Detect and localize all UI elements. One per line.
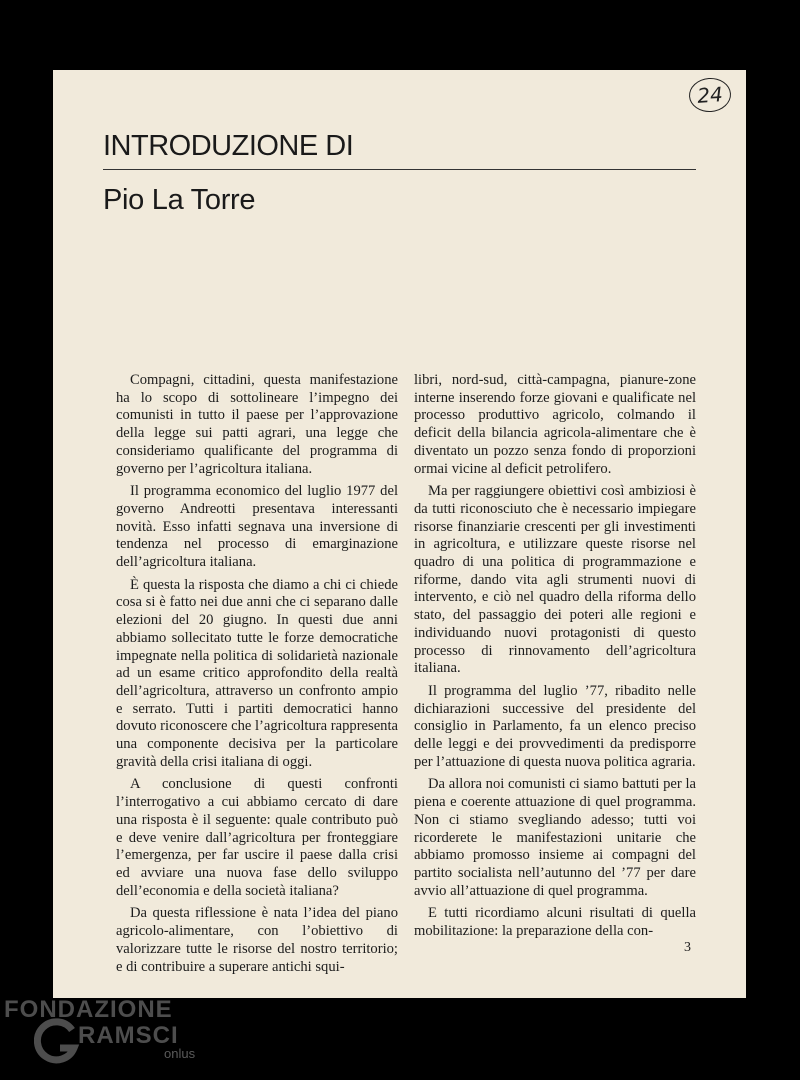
title-divider	[103, 169, 696, 170]
left-column	[116, 372, 398, 981]
watermark-line-2: RAMSCI	[78, 1022, 179, 1049]
author-name: Pio La Torre	[103, 184, 256, 216]
right-column	[414, 372, 696, 946]
page-title: INTRODUZIONE DI	[103, 130, 354, 162]
watermark-line-3: onlus	[164, 1046, 196, 1061]
page-number: 3	[684, 940, 691, 955]
paragraph: Da allora noi comunisti ci siamo battuti per la piena e coerente attuazione di quel programma. Non ci stiamo svegliando adesso; tutti voi ricorderete le manifestazioni unitarie che abbiamo promosso insieme ai compagni del partito socialista nell’autunno del ’77 per dare avvio all’attuazione di quel programma.	[414, 776, 696, 899]
watermark-logo	[4, 996, 204, 1076]
watermark-line-1: FONDAZIONE	[4, 996, 173, 1023]
paragraph: Il programma economico del luglio 1977 del governo Andreotti presentava interessanti novità. Esso infatti segnava una inversione di tendenza nel processo di emarginazione dell’agricoltura italiana.	[116, 483, 398, 571]
paragraph: libri, nord-sud, città-campagna, pianure-zone interne inserendo forze giovani e qualificate nel processo produttivo agricolo, colmando il deficit della bilancia agricola-alimentare che è diventato un pozzo senza fondo di proporzioni ormai vicine al deficit petrolifero.	[414, 372, 696, 477]
paragraph: Compagni, cittadini, questa manifestazione ha lo scopo di sottolineare l’impegno dei comunisti in tutto il paese per l’approvazione della legge sui patti agrari, una legge che consideriamo qualificante del programma di governo per l’agricoltura italiana.	[116, 372, 398, 477]
paragraph: Ma per raggiungere obiettivi così ambiziosi è da tutti riconosciuto che è necessario impiegare risorse finanziarie crescenti per gli investimenti in agricoltura, e utilizzare queste risorse nel quadro di una politica di programmazione e riforme, dando vita agli strumenti nuovi di intervento, e ciò nel quadro della riforma dello stato, del passaggio dei poteri alle regioni e individuando nuovi protagonisti di questo processo di rinnovamento dell’agricoltura italiana.	[414, 483, 696, 677]
paragraph: Da questa riflessione è nata l’idea del piano agricolo-alimentare, con l’obiettivo di valorizzare tutte le risorse del nostro territorio; e di contribuire a superare antichi squi-	[116, 905, 398, 975]
paragraph: A conclusione di questi confronti l’interrogativo a cui abbiamo cercato di dare una risposta è il seguente: quale contributo può e deve venire dall’agricoltura per fronteggiare l’emergenza, per far uscire il paese dalla crisi ed avviare una nuova fase dello sviluppo dell’economia e della società italiana?	[116, 776, 398, 899]
paragraph: È questa la risposta che diamo a chi ci chiede cosa si è fatto nei due anni che ci separano dalle elezioni del 20 giugno. In questi due anni abbiamo sollecitato tutte le forze democratiche impegnate nella politica di solidarietà nazionale ad un esame critico approfondito della realtà dell’agricoltura, attraverso un confronto ampio e serrato. Tutti i partiti democratici hanno dovuto riconoscere che l’agricoltura rappresenta una componente decisiva per la particolare gravità della crisi italiana di oggi.	[116, 576, 399, 770]
archive-page-marker: 24	[688, 77, 732, 114]
paragraph: E tutti ricordiamo alcuni risultati di quella mobilitazione: la preparazione della con-	[414, 905, 696, 940]
document-page	[53, 70, 746, 998]
g-logo-icon	[34, 1018, 80, 1064]
paragraph: Il programma del luglio ’77, ribadito nelle dichiarazioni successive del presidente del consiglio in Parlamento, fa un elenco preciso delle leggi e dei provvedimenti da predisporre per l’attuazione di questa nuova politica agraria.	[414, 682, 696, 770]
